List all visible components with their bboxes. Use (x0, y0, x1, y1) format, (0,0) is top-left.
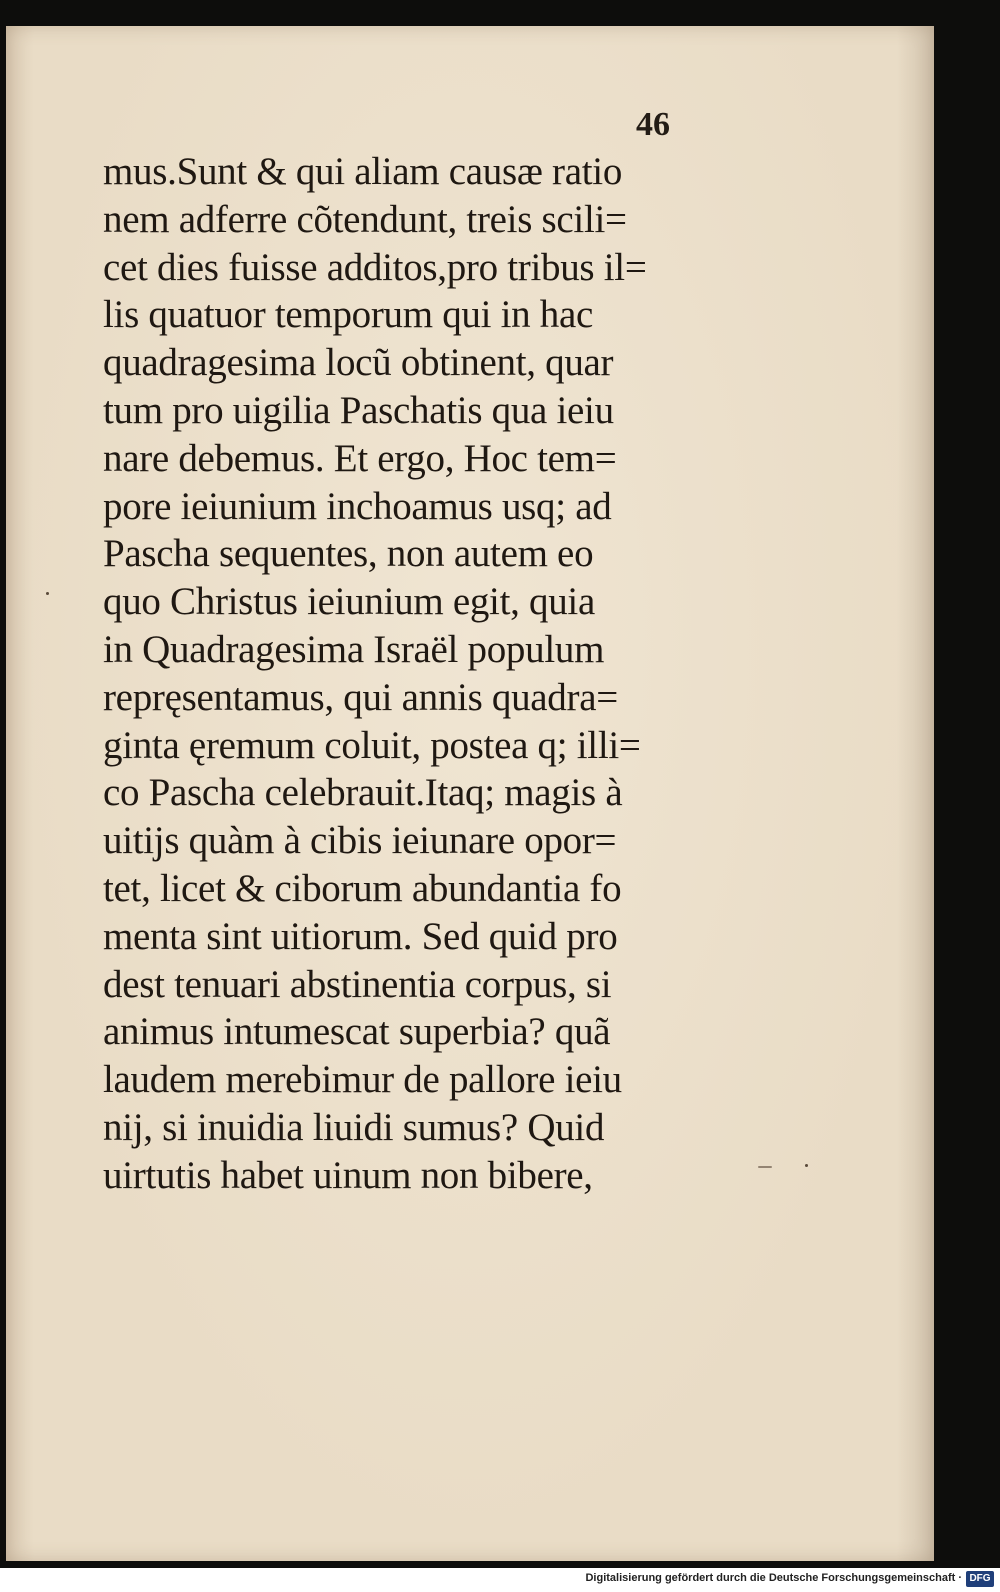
dfg-logo: DFG (966, 1571, 994, 1587)
text-line: ginta ęremum coluit, postea q; illi= (103, 723, 641, 767)
ink-speck (46, 592, 49, 595)
footer-bar (0, 1568, 1000, 1592)
text-line: menta sint uitiorum. Sed quid pro (103, 914, 618, 958)
text-line: mus.Sunt & qui aliam causæ ratio (103, 150, 623, 193)
text-line: nij, si inuidia liuidi sumus? Quid (103, 1105, 605, 1149)
ink-speck (805, 1164, 808, 1167)
text-line: pore ieiunium inchoamus usq; ad (103, 484, 612, 528)
text-line: cet dies fuisse additos,pro tribus il= (103, 245, 647, 289)
ink-speck (758, 1166, 772, 1168)
text-line: co Pascha celebrauit.Itaq; magis à (103, 771, 623, 815)
text-line: tet, licet & ciborum abundantia fo (103, 866, 622, 910)
text-line: tum pro uigilia Paschatis qua ieiu (103, 388, 614, 432)
text-line: nem adferre cõtendunt, treis scili= (103, 197, 627, 241)
page-number: 46 (636, 106, 670, 143)
text-line: dest tenuari abstinentia corpus, si (103, 962, 612, 1006)
text-line: uitijs quàm à cibis ieiunare opor= (103, 819, 617, 863)
text-line: Pascha sequentes, non autem eo (103, 532, 594, 576)
text-line: repręsentamus, qui annis quadra= (103, 675, 618, 719)
text-line: in Quadragesima Israël populum (103, 627, 605, 671)
text-line: lis quatuor temporum qui in hac (103, 293, 594, 337)
text-line: nare debemus. Et ergo, Hoc tem= (103, 436, 617, 480)
text-line: uirtutis habet uinum non bibere, (103, 1153, 593, 1197)
body-text (103, 148, 703, 1200)
funding-credit: Digitalisierung gefördert durch die Deutsche Forschungsgemeinschaft · (585, 1572, 962, 1584)
text-line: quo Christus ieiunium egit, quia (103, 580, 595, 624)
text-line: quadragesima locũ obtinent, quar (103, 341, 614, 385)
text-line: animus intumescat superbia? quã (103, 1010, 611, 1054)
text-line: laudem merebimur de pallore ieiu (103, 1058, 622, 1102)
